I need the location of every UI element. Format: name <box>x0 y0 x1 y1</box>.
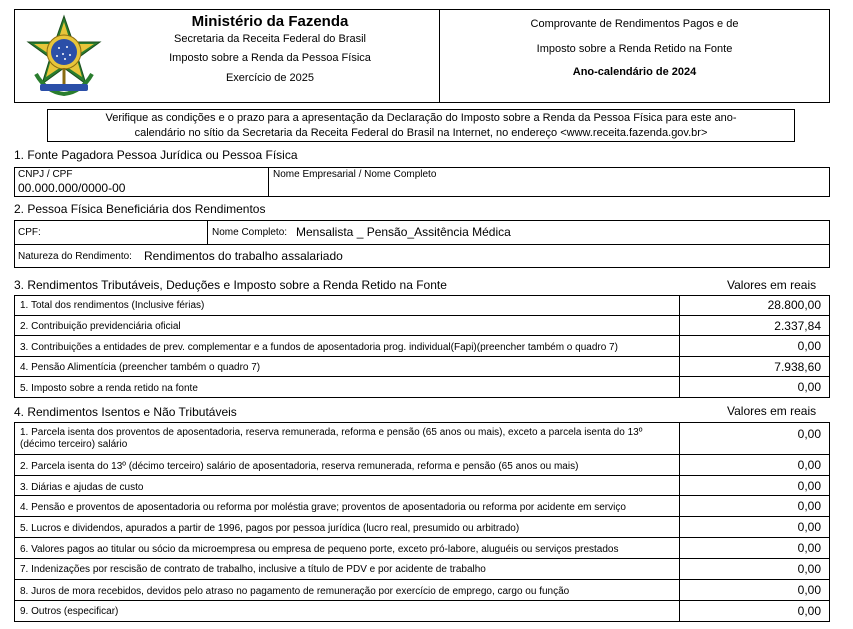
section4-row <box>14 495 830 517</box>
row-divider <box>679 600 680 622</box>
row-divider <box>679 315 680 336</box>
section4-row <box>14 579 830 601</box>
section4-row-value: 0,00 <box>797 427 821 441</box>
section4-row-label: 5. Lucros e dividendos, apurados a partir de 1996, pagos por pessoa jurídica (lucro real, presumido ou arbitrado) <box>20 523 520 534</box>
section3-row-label: 2. Contribuição previdenciária oficial <box>20 321 181 332</box>
beneficiary-name-label: Nome Completo: <box>212 227 288 238</box>
tax-name: Imposto sobre a Renda da Pessoa Física <box>169 52 371 64</box>
row-divider <box>679 495 680 517</box>
document-title-line1: Comprovante de Rendimentos Pagos e de <box>530 18 739 30</box>
section3-row-value: 0,00 <box>797 339 821 353</box>
section3-row <box>14 295 830 316</box>
coat-of-arms-icon <box>26 14 102 98</box>
section3-row-label: 4. Pensão Alimentícia (preencher também o quadro 7) <box>20 362 261 373</box>
section3-row <box>14 315 830 336</box>
section4-row-label: 4. Pensão e proventos de aposentadoria ou reforma por moléstia grave; proventos de aposentadoria ou reforma por acidente em serviço <box>20 502 626 513</box>
cnpj-value: 00.000.000/0000-00 <box>18 181 126 195</box>
row-divider <box>679 422 680 455</box>
section4-row-label: 8. Juros de mora recebidos, devidos pelo atraso no pagamento de remuneração por exercício de emprego, cargo ou função <box>20 586 570 597</box>
section3-row-label: 3. Contribuições a entidades de prev. complementar e a fundos de aposentadoria prog. individual(Fapi)(preencher também o quadro 7) <box>20 342 618 353</box>
section4-row <box>14 516 830 538</box>
row-divider <box>679 516 680 538</box>
secretariat-name: Secretaria da Receita Federal do Brasil <box>174 33 366 45</box>
row-divider <box>679 537 680 559</box>
cpf-label: CPF: <box>18 227 41 238</box>
section4-row <box>14 422 830 455</box>
section3-row-value: 2.337,84 <box>774 319 821 333</box>
section2-nature-box <box>14 244 830 268</box>
section4-row-label: 6. Valores pagos ao titular ou sócio da microempresa ou empresa de pequeno porte, exceto pró-labore, aluguéis ou serviços prestados <box>20 544 619 555</box>
section3-row-label: 1. Total dos rendimentos (Inclusive férias) <box>20 300 205 311</box>
section4-row-value: 0,00 <box>797 479 821 493</box>
exercise-year: Exercício de 2025 <box>225 72 315 84</box>
section3-row <box>14 356 830 377</box>
section4-row <box>14 558 830 580</box>
section3-row <box>14 335 830 357</box>
nature-value: Rendimentos do trabalho assalariado <box>144 249 343 263</box>
section4-row <box>14 537 830 559</box>
section3-row-value: 0,00 <box>797 380 821 394</box>
beneficiary-name-value: Mensalista _ Pensão_Assitência Médica <box>296 225 511 239</box>
section2-divider <box>207 220 208 245</box>
row-divider <box>679 475 680 496</box>
section4-row-value: 0,00 <box>797 583 821 597</box>
section3-row-label: 5. Imposto sobre a renda retido na fonte <box>20 383 198 394</box>
section4-row <box>14 600 830 622</box>
section4-values-header: Valores em reais <box>727 404 817 418</box>
section1-divider <box>268 167 269 197</box>
row-divider <box>679 454 680 476</box>
section3-row-value: 7.938,60 <box>774 360 821 374</box>
row-divider <box>679 335 680 357</box>
section3-values-header: Valores em reais <box>727 278 817 292</box>
row-divider <box>679 356 680 377</box>
section4-row-value: 0,00 <box>797 562 821 576</box>
section1-title: 1. Fonte Pagadora Pessoa Jurídica ou Pessoa Física <box>14 148 298 162</box>
section4-row-label: 7. Indenizações por rescisão de contrato de trabalho, inclusive a título de PDV e por acidente de trabalho <box>20 564 486 575</box>
payer-name-label: Nome Empresarial / Nome Completo <box>273 169 437 180</box>
section3-row-value: 28.800,00 <box>767 298 821 312</box>
ministry-title: Ministério da Fazenda <box>191 13 349 30</box>
section3-row <box>14 376 830 398</box>
section4-row-label: 1. Parcela isenta dos proventos de aposentadoria, reserva remunerada, reforma e pensão (65 anos ou mais), exceto a parcela isenta do 13º (décimo terceiro) salário <box>20 427 643 450</box>
section4-row-value: 0,00 <box>797 541 821 555</box>
section3-title: 3. Rendimentos Tributáveis, Deduções e Imposto sobre a Renda Retido na Fonte <box>14 278 447 292</box>
notice-line1: Verifique as condições e o prazo para a apresentação da Declaração do Imposto sobre a Renda da Pessoa Física para este ano- <box>105 112 737 124</box>
nature-label: Natureza do Rendimento: <box>18 251 132 262</box>
row-divider <box>679 558 680 580</box>
row-divider <box>679 376 680 398</box>
section4-row-value: 0,00 <box>797 458 821 472</box>
section4-row-label: 2. Parcela isenta do 13º (décimo terceiro) salário de aposentadoria, reserva remunerada, reforma e pensão (65 anos ou mais) <box>20 461 579 472</box>
section4-row-value: 0,00 <box>797 499 821 513</box>
row-divider <box>679 295 680 316</box>
section4-title: 4. Rendimentos Isentos e Não Tributáveis <box>14 405 237 419</box>
cnpj-label: CNPJ / CPF <box>18 169 73 180</box>
row-divider <box>679 579 680 601</box>
section4-row <box>14 454 830 476</box>
section4-row <box>14 475 830 496</box>
section2-title: 2. Pessoa Física Beneficiária dos Rendimentos <box>14 202 266 216</box>
document-title-line2: Imposto sobre a Renda Retido na Fonte <box>536 43 733 55</box>
section4-row-label: 9. Outros (especificar) <box>20 606 119 617</box>
section4-row-label: 3. Diárias e ajudas de custo <box>20 482 144 493</box>
section4-row-value: 0,00 <box>797 604 821 618</box>
section4-row-value: 0,00 <box>797 520 821 534</box>
notice-line2: calendário no sítio da Secretaria da Receita Federal do Brasil na Internet, no endereço <www.receita.fazenda.gov.br> <box>134 127 708 139</box>
calendar-year: Ano-calendário de 2024 <box>572 66 697 78</box>
